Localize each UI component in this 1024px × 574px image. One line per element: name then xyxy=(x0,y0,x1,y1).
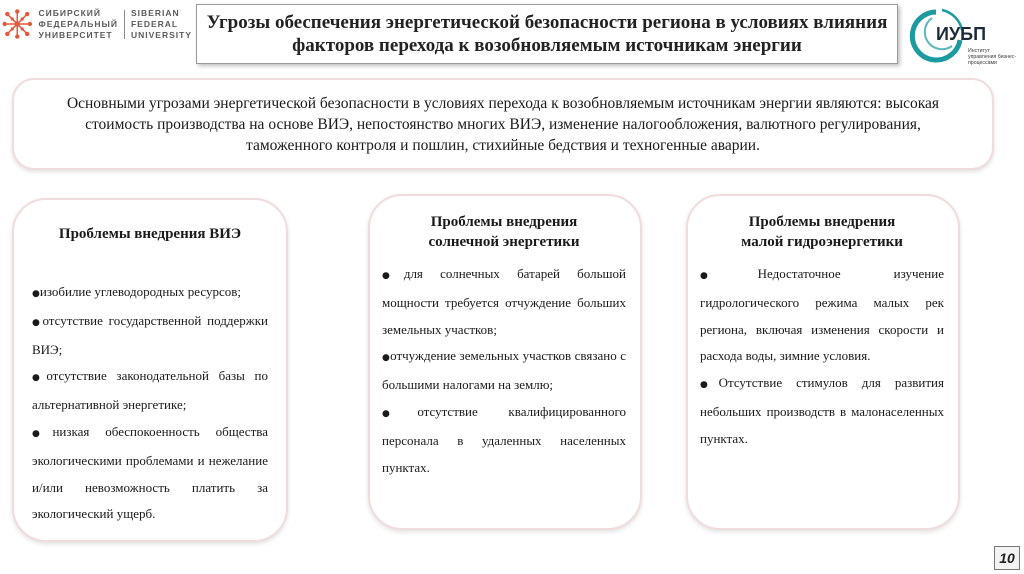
university-name-ru-line-3: УНИВЕРСИТЕТ xyxy=(38,29,113,40)
summary-text: Основными угрозами энергетической безопасности в условиях перехода к возобновляемым источникам энергии являются: высокая стоимость производства на основе ВИЭ, непостоянство многих ВИЭ, изменение налогообложения, валютного регулирования, таможенного контроля и пошлин, стихийные бедствия и техногенные аварии. xyxy=(66,94,940,154)
card-title: Проблемы внедрения ВИЭ xyxy=(58,226,242,242)
card-list xyxy=(32,279,268,528)
university-name-ru-line-2: ФЕДЕРАЛЬНЫЙ xyxy=(38,18,118,29)
list-item: ●Недостаточное изучение гидрологического режима малых рек региона, включая изменения скорости и расхода воды, зимние условия. xyxy=(700,266,944,364)
institute-full-name: Институт управления бизнес-процессами xyxy=(968,48,1017,66)
bullet-icon: ● xyxy=(382,271,404,281)
university-name-ru-line-1: СИБИРСКИЙ xyxy=(38,7,101,18)
list-item: ●низкая обеспокоенность общества экологическими проблемами и нежелание и/или невозможность платить за экологический ущерб. xyxy=(32,423,268,522)
list-item: ●отсутствие квалифицированного персонала в удаленных населенных пунктах. xyxy=(382,403,626,475)
slide-title: Угрозы обеспечения энергетической безопасности региона в условиях влияния факторов перехода к возобновляемым источникам энергии xyxy=(206,12,888,56)
university-name-en-line-2: FEDERAL xyxy=(130,18,179,29)
list-item: ●изобилие углеводородных ресурсов; xyxy=(32,284,242,299)
university-name-en-line-1: SIBERIAN xyxy=(130,7,180,18)
institute-abbreviation: ИУБП xyxy=(936,24,987,44)
list-item: ●отсутствие государственной поддержки ВИЭ; xyxy=(32,312,268,357)
card-title-line: солнечной энергетики xyxy=(428,234,580,250)
card-title xyxy=(700,212,944,252)
slide-title-box xyxy=(196,4,898,64)
bullet-icon: ● xyxy=(382,353,391,364)
university-logo xyxy=(2,2,198,46)
bullet-icon: ● xyxy=(32,428,53,439)
card-title-line: Проблемы внедрения xyxy=(430,214,578,230)
card-res-problems xyxy=(12,198,288,542)
university-name-en-line-3: UNIVERSITY xyxy=(130,29,192,40)
card-title-line: малой гидроэнергетики xyxy=(741,234,903,250)
list-item: ●Отсутствие стимулов для развития небольших производств в малонаселенных пунктах. xyxy=(700,375,944,446)
card-title-line: Проблемы внедрения xyxy=(748,214,896,230)
bullet-icon: ● xyxy=(32,289,40,299)
list-item: ●для солнечных батарей большой мощности требуется отчуждение больших земельных участков; xyxy=(382,266,626,337)
bullet-icon: ● xyxy=(700,271,758,281)
card-title xyxy=(382,212,626,252)
bullet-icon: ● xyxy=(382,408,418,419)
list-item: ●отсутствие законодательной базы по альтернативной энергетике; xyxy=(32,368,269,413)
bullet-icon: ● xyxy=(32,317,43,328)
institute-logo xyxy=(906,6,1018,66)
card-list xyxy=(382,261,626,481)
bullet-icon: ● xyxy=(700,380,719,391)
bullet-icon: ● xyxy=(32,373,47,384)
page-number: 10 xyxy=(994,546,1020,570)
card-solar-problems xyxy=(368,194,642,530)
list-item: ●отчуждение земельных участков связано с большими налогами на землю; xyxy=(382,348,627,393)
university-emblem-icon xyxy=(2,1,33,47)
summary-box xyxy=(12,78,994,170)
card-hydro-problems xyxy=(686,194,960,530)
card-list xyxy=(700,261,944,453)
